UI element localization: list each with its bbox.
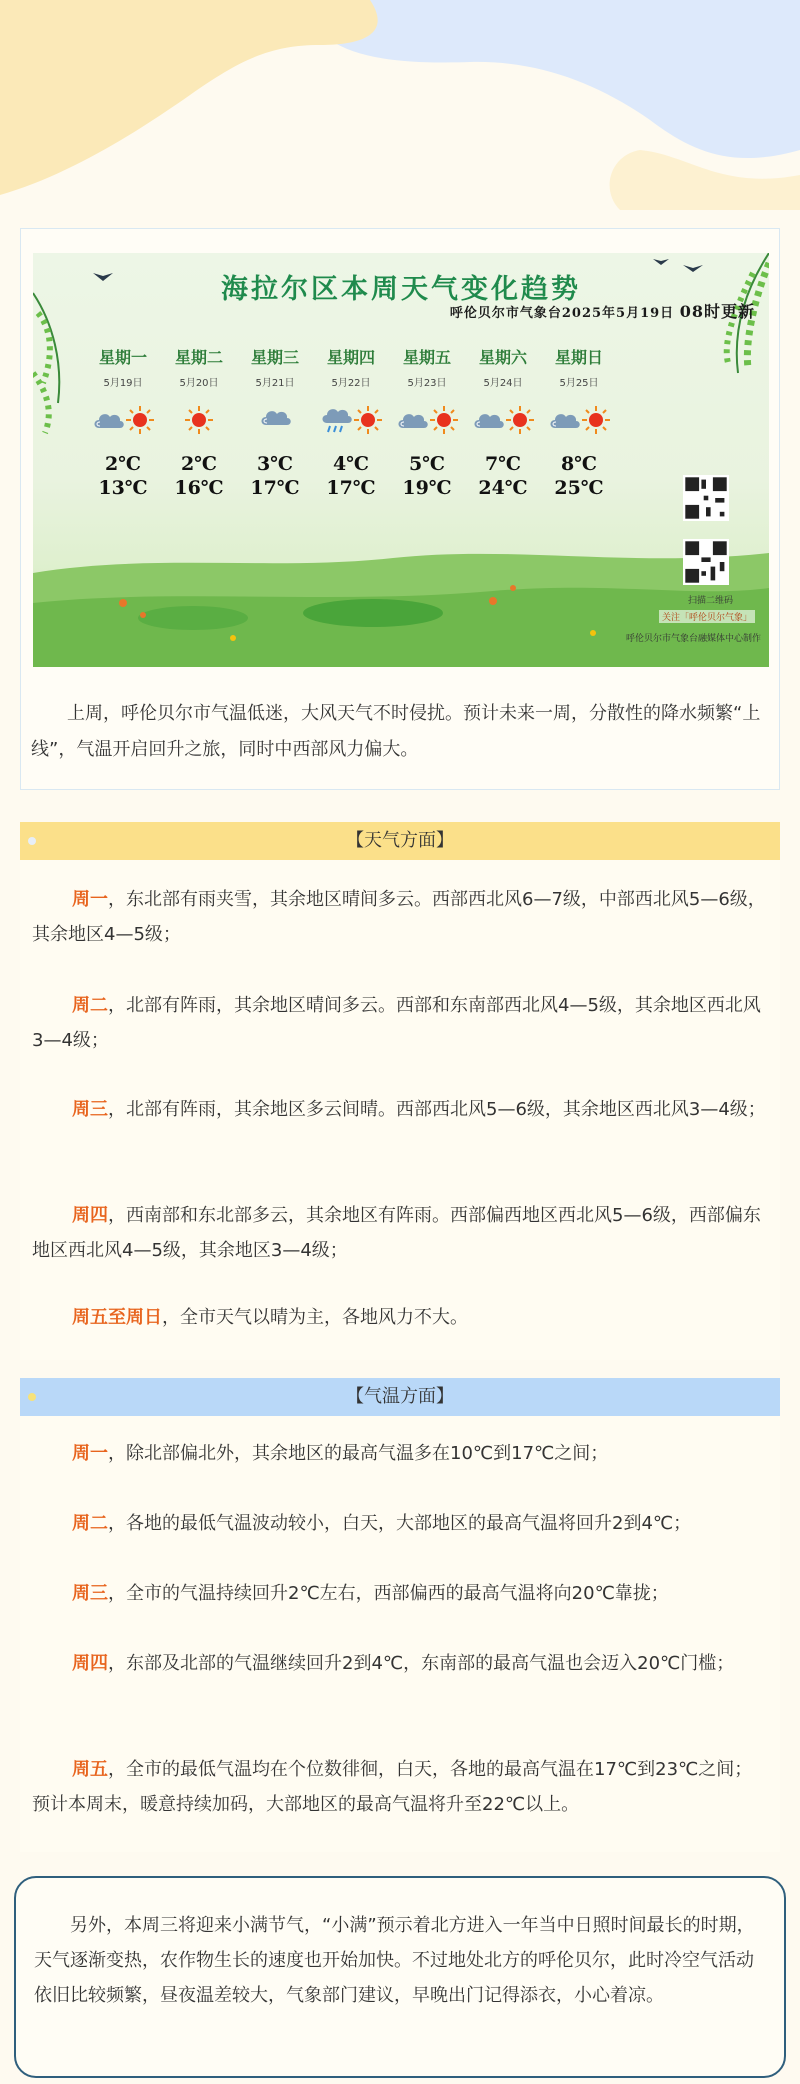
- closing-text: 另外，本周三将迎来小满节气，“小满”预示着北方进入一年当中日照时间最长的时期，天气逐渐变热，农作物生长的速度也开始加快。不过地处北方的呼伦贝尔，此时冷空气活动依旧比较频繁，昼夜温差较大，气象部门建议，早晚出门记得添衣，小心着凉。: [34, 1915, 755, 2006]
- temp-section-header: [20, 1378, 780, 1416]
- temp-section-title: 【气温方面】: [346, 1386, 454, 1407]
- paragraph-text: ，全市的最低气温均在个位数徘徊，白天，各地的最高气温在17℃到23℃之间；预计本周末，暖意持续加码，大部地区的最高气温将升至22℃以上。: [32, 1759, 753, 1815]
- forecast-paragraph: [32, 882, 770, 952]
- forecast-paragraph: [32, 1436, 770, 1471]
- sun-icon: [505, 405, 535, 439]
- paragraph-text: ，北部有阵雨，其余地区多云间晴。西部西北风5—6级，其余地区西北风3—4级；: [108, 1099, 766, 1120]
- bullet-icon: [28, 1393, 36, 1401]
- day-weather-icons: [161, 405, 237, 439]
- day-name: 星期四: [326, 348, 375, 367]
- day-highlight: 周四: [72, 1653, 108, 1674]
- forecast-paragraph: [32, 1300, 770, 1335]
- forecast-paragraph: [32, 988, 770, 1058]
- day-highlight: 周五至周日: [72, 1307, 162, 1328]
- day-high-temp: 25℃: [554, 477, 604, 499]
- day-highlight: 周二: [72, 1513, 108, 1534]
- qr-caption: 扫描二维码: [687, 596, 733, 606]
- day-weather-icons: [85, 405, 161, 439]
- day-low-temp: 3℃: [257, 453, 293, 475]
- day-date: 5月24日: [483, 378, 523, 389]
- paragraph-text: ，全市天气以晴为主，各地风力不大。: [162, 1307, 468, 1328]
- day-weather-icons: [465, 405, 541, 439]
- weather-section-header: [20, 822, 780, 860]
- sun-icon: [125, 405, 155, 439]
- sun-icon: [581, 405, 611, 439]
- forecast-day: [541, 345, 617, 499]
- day-high-temp: 24℃: [478, 477, 528, 499]
- bullet-icon: [28, 837, 36, 845]
- day-low-temp: 8℃: [561, 453, 597, 475]
- day-low-temp: 5℃: [409, 453, 445, 475]
- day-highlight: 周二: [72, 995, 108, 1016]
- day-high-temp: 19℃: [402, 477, 452, 499]
- day-date: 5月23日: [407, 378, 447, 389]
- banner-subtitle: [450, 299, 755, 322]
- forecast-paragraph: [32, 1506, 770, 1541]
- day-date: 5月21日: [255, 378, 295, 389]
- day-date: 5月22日: [331, 378, 371, 389]
- cloud-icon: [91, 408, 125, 436]
- forecast-day: [389, 345, 465, 499]
- forecast-day: [161, 345, 237, 499]
- paragraph-text: ，全市的气温持续回升2℃左右，西部偏西的最高气温将向20℃靠拢；: [108, 1583, 669, 1604]
- day-highlight: 周三: [72, 1583, 108, 1604]
- day-highlight: 周三: [72, 1099, 108, 1120]
- day-weather-icons: [541, 405, 617, 439]
- day-low-temp: 2℃: [105, 453, 141, 475]
- day-highlight: 周四: [72, 1205, 108, 1226]
- qr-code-2: [683, 539, 729, 585]
- paragraph-text: ，西南部和东北部多云，其余地区有阵雨。西部偏西地区西北风5—6级，西部偏东地区西北风4—5级，其余地区3—4级；: [32, 1205, 761, 1261]
- day-name: 星期日: [554, 348, 603, 367]
- forecast-day: [237, 345, 313, 499]
- forecast-paragraph: [32, 1198, 770, 1268]
- paragraph-text: ，各地的最低气温波动较小，白天，大部地区的最高气温将回升2到4℃；: [108, 1513, 692, 1534]
- day-name: 星期六: [478, 348, 527, 367]
- day-high-temp: 13℃: [98, 477, 148, 499]
- day-highlight: 周一: [72, 1443, 108, 1464]
- forecast-paragraph: [32, 1646, 770, 1681]
- intro-paragraph: 上周，呼伦贝尔市气温低迷，大风天气不时侵扰。预计未来一周，分散性的降水频繁“上线”，气温开启回升之旅，同时中西部风力偏大。: [31, 703, 761, 760]
- day-name: 星期一: [98, 348, 147, 367]
- weather-section-body: [20, 860, 780, 1360]
- banner-title: 海拉尔区本周天气变化趋势: [221, 274, 581, 305]
- header-decoration: [0, 0, 800, 210]
- day-low-temp: 7℃: [485, 453, 521, 475]
- day-highlight: 周一: [72, 889, 108, 910]
- day-weather-icons: [237, 405, 313, 439]
- day-name: 星期三: [250, 348, 299, 367]
- banner-source: 呼伦贝尔市气象台2025年5月19日: [449, 306, 675, 321]
- day-date: 5月25日: [559, 378, 599, 389]
- sun-icon: [429, 405, 459, 439]
- weather-section-title: 【天气方面】: [346, 830, 454, 851]
- cloud-icon: [395, 408, 429, 436]
- day-high-temp: 17℃: [250, 477, 300, 499]
- forecast-day: [85, 345, 161, 499]
- cloud-icon: [471, 408, 505, 436]
- day-high-temp: 16℃: [174, 477, 224, 499]
- paragraph-text: ，东北部有雨夹雪，其余地区晴间多云。西部西北风6—7级，中部西北风5—6级，其余地区4—5级；: [32, 889, 766, 945]
- day-date: 5月19日: [103, 378, 143, 389]
- banner-update-time: 08时更新: [679, 302, 755, 321]
- rain-cloud-icon: [319, 405, 353, 439]
- forecast-day: [313, 345, 389, 499]
- cloud-icon: [258, 405, 292, 433]
- day-name: 星期二: [174, 348, 223, 367]
- banner-credit: 呼伦贝尔市气象台融媒体中心制作: [625, 634, 761, 644]
- day-weather-icons: [389, 405, 465, 439]
- day-weather-icons: [313, 405, 389, 439]
- sun-icon: [184, 405, 214, 439]
- qr-code: [683, 475, 729, 521]
- day-name: 星期五: [402, 348, 451, 367]
- closing-note: [14, 1876, 786, 2078]
- day-low-temp: 2℃: [181, 453, 217, 475]
- qr-follow-text: 关注「呼伦贝尔气象」: [659, 610, 755, 623]
- paragraph-text: ，除北部偏北外，其余地区的最高气温多在10℃到17℃之间；: [108, 1443, 609, 1464]
- forecast-card: [20, 228, 780, 790]
- forecast-paragraph: [32, 1576, 770, 1611]
- sun-icon: [353, 405, 383, 439]
- day-date: 5月20日: [179, 378, 219, 389]
- paragraph-text: ，北部有阵雨，其余地区晴间多云。西部和东南部西北风4—5级，其余地区西北风3—4级；: [32, 995, 761, 1051]
- forecast-paragraph: [32, 1092, 770, 1127]
- cloud-icon: [547, 408, 581, 436]
- day-high-temp: 17℃: [326, 477, 376, 499]
- forecast-banner: [33, 253, 769, 667]
- temp-section-body: [20, 1416, 780, 1852]
- day-low-temp: 4℃: [333, 453, 369, 475]
- paragraph-text: ，东部及北部的气温继续回升2到4℃，东南部的最高气温也会迈入20℃门槛；: [108, 1653, 735, 1674]
- day-highlight: 周五: [72, 1759, 108, 1780]
- forecast-paragraph: [32, 1752, 770, 1822]
- forecast-day: [465, 345, 541, 499]
